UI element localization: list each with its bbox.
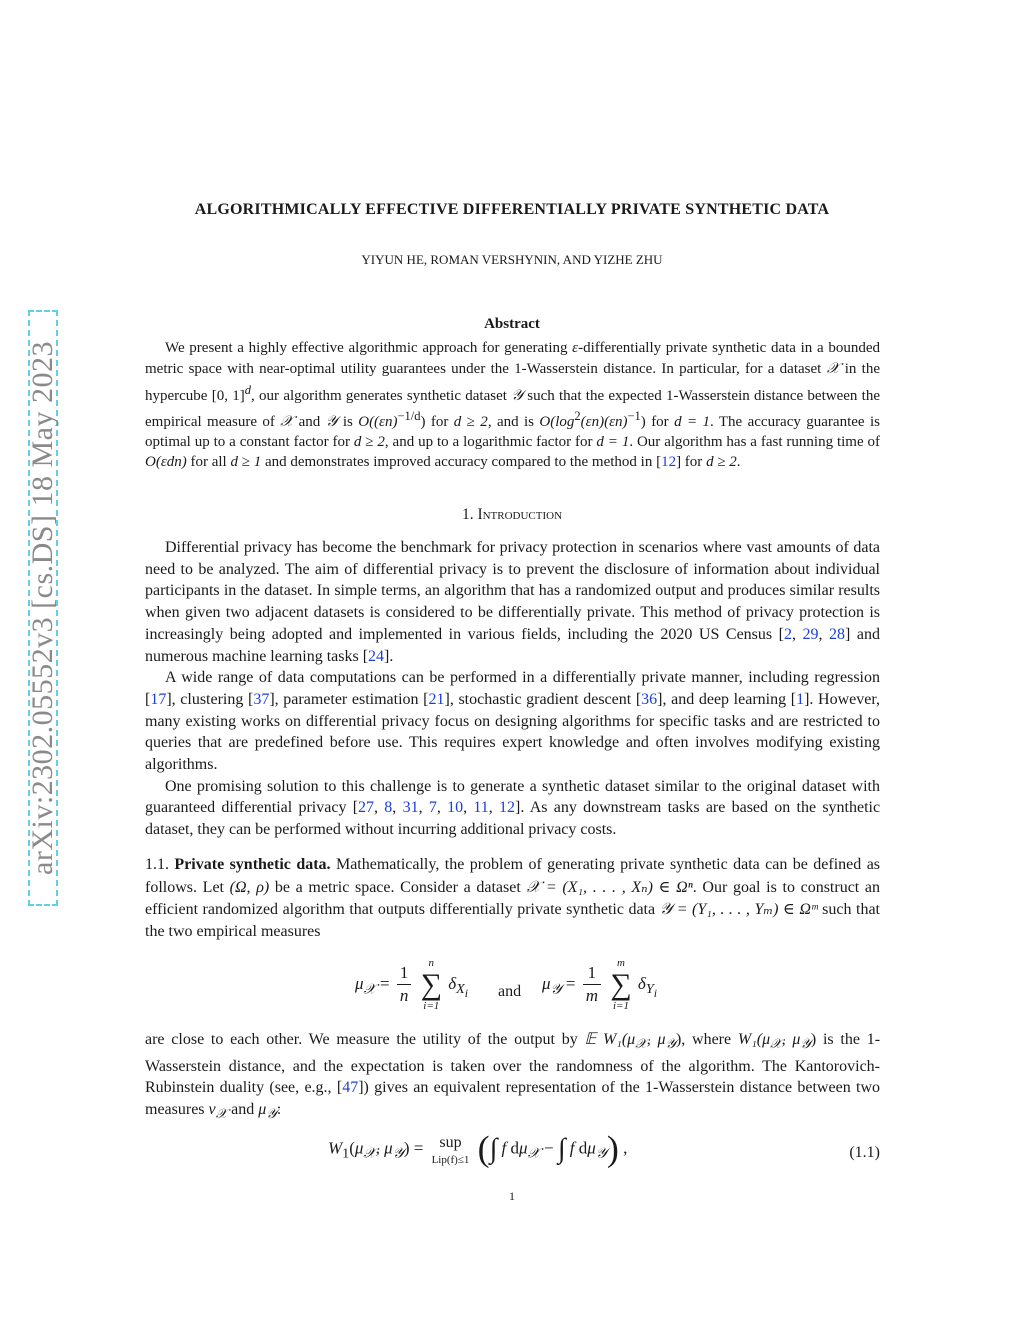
intro-paragraph-3: One promising solution to this challenge is to generate a synthetic dataset similar to the original dataset with guaranteed differential privacy [27, 8, 31, 7, 10, 11, 12]. As any downstream tasks are based on the synthetic dataset, they can be performed without incurring additional privacy costs.	[145, 777, 881, 839]
intro-paragraph-1: Differential privacy has become the benchmark for privacy protection in scenarios where vast amounts of data need to be analyzed. The aim of differential privacy is to prevent the disclosure of information about individual participants in the dataset. In simple terms, an algorithm that has a randomized output and produces similar results when given two adjacent datasets is considered to be differentially private. This method of privacy protection is increasingly being adopted and implemented in various fields, including the 2020 US Census [2, 29, 28] and numerous machine learning tasks [24].	[145, 539, 881, 665]
citation-link[interactable]: 21	[428, 690, 445, 708]
subsection-number: 1.1.	[145, 855, 169, 873]
abstract-body: We present a highly effective algorithmic approach for generating ε-differentially private synthetic data in a bounded metric space with near-optimal utility guarantees under the 1-Wasserstein distance. In particular, for a dataset 𝒳 in the hypercube [0, 1]$^d$, our algorithm generates synthetic dataset 𝒴 such that the expected 1-Wasserstein distance between the empirical measure of 𝒳 and 𝒴 is $O((\varepsilon n)^{-1/d})$ for d ≥ 2, and is $O(\log^2(\varepsilon n)(\varepsilon n)^{-1})$ for d = 1. The accuracy guarantee is optimal up to a constant factor for d ≥ 2, and up to a logarithmic factor for d = 1. Our algorithm has a fast running time of O(εdn) for all d ≥ 1 and demonstrates improved accuracy compared to the method in [12] for d ≥ 2.	[145, 340, 881, 471]
citation-link[interactable]: 24	[368, 647, 385, 665]
arxiv-identifier-stamp	[28, 310, 58, 906]
citation-link[interactable]: 17	[150, 690, 167, 708]
abstract-heading: Abstract	[484, 316, 540, 332]
paper-authors: YIYUN HE, ROMAN VERSHYNIN, AND YIZHE ZHU	[361, 252, 663, 267]
citation-link[interactable]: 8	[384, 799, 393, 817]
subsection-paragraph: 1.1. Private synthetic data. Mathematically, the problem of generating private synthetic data can be defined as follows. Let (Ω, ρ) be a metric space. Consider a dataset 𝒳 = (X₁, . . . , Xₙ) ∈ Ωⁿ. Our goal is to construct an efficient randomized algorithm that outputs differentially private synthetic data 𝒴 = (Y₁, . . . , Yₘ) ∈ Ωᵐ such that the two empirical measures	[145, 855, 881, 940]
citation-link[interactable]: 29	[802, 625, 819, 643]
subsection-title: Private synthetic data.	[174, 855, 331, 873]
citation-link[interactable]: 47	[342, 1079, 359, 1097]
equation-number: (1.1)	[849, 1143, 880, 1161]
arxiv-identifier-text: arXiv:2302.05552v3 [cs.DS] 18 May 2023	[26, 341, 59, 875]
page-number: 1	[509, 1189, 515, 1203]
after-equation-paragraph: are close to each other. We measure the utility of the output by 𝔼 $W_1(\mu_𝒳$, $\mu_𝒴$), where $W_1(\mu_𝒳$, $\mu_𝒴$) is the 1-Wasserstein distance, and the expectation is taken over the randomness of the algorithm. The Kantorovich-Rubinstein duality (see, e.g., [47]) gives an equivalent representation of the 1-Wasserstein distance between two measures $\nu_𝒳$ and $\mu_𝒴$:	[145, 1030, 881, 1123]
citation-link[interactable]: 1	[796, 690, 805, 708]
citation-link[interactable]: 7	[428, 799, 437, 817]
citation-link[interactable]: 31	[402, 799, 419, 817]
equation-empirical-measures: $\mu_𝒳$ = $\frac{1}{n}$ n ∑ i=1 $\delta_{X_i}$ and $\mu_𝒴$ = $\frac{1}{m}$ m ∑ i=1 $\delta_{Y_i}$	[355, 956, 657, 1012]
section-heading-introduction: 1. Introduction	[461, 506, 563, 523]
equation-kantorovich-duality: $W_1(\mu_𝒳$, $\mu_𝒴$) = sup Lip(f)≤1 (∫ f $d\mu_𝒳$ − ∫ f $d\mu_𝒴$) , (1.1)	[328, 1128, 880, 1169]
and-word: and	[498, 982, 522, 1000]
citation-link[interactable]: 27	[358, 799, 375, 817]
citation-link[interactable]: 37	[253, 690, 270, 708]
citation-link[interactable]: 28	[829, 625, 846, 643]
citation-link[interactable]: 36	[641, 690, 658, 708]
citation-link[interactable]: 10	[447, 799, 464, 817]
citation-link[interactable]: 12	[661, 454, 677, 471]
citation-link[interactable]: 12	[499, 799, 516, 817]
main-body	[145, 537, 880, 1184]
paper-title: ALGORITHMICALLY EFFECTIVE DIFFERENTIALLY PRIVATE SYNTHETIC DATA	[194, 201, 830, 218]
citation-link[interactable]: 2	[783, 625, 792, 643]
citation-link[interactable]: 11	[473, 799, 489, 817]
intro-paragraph-2: A wide range of data computations can be performed in a differentially private manner, including regression [17], clustering [37], parameter estimation [21], stochastic gradient descent [36], and deep learning [1]. However, many existing works on differential privacy focus on designing algorithms for specific tasks and are restricted to queries that are predefined before use. This requires expert knowledge and often involves modifying existing algorithms.	[145, 669, 881, 774]
